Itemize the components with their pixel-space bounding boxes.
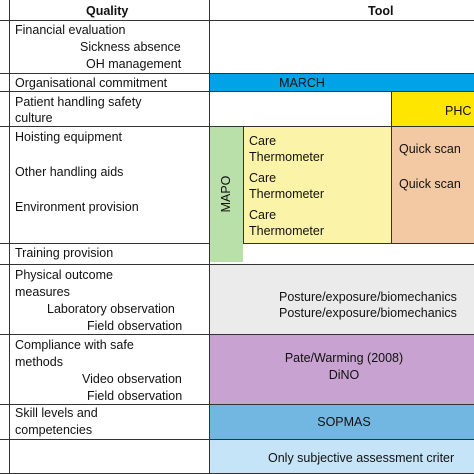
tool-care-1: Care — [249, 134, 277, 148]
column-divider — [9, 0, 10, 474]
grid-line — [0, 264, 474, 265]
row-physical-outcome-line1: Physical outcome — [15, 268, 113, 282]
row-environment-provision: Environment provision — [15, 200, 139, 214]
tool-quick-scan-2: Quick scan — [399, 177, 461, 191]
box-divider — [243, 126, 244, 243]
box-divider — [391, 92, 392, 126]
row-sickness-absence: Sickness absence — [80, 40, 181, 54]
tool-posture-field: Posture/exposure/biomechanics — [279, 306, 457, 320]
box-divider — [391, 126, 392, 243]
row-training-provision: Training provision — [15, 246, 114, 260]
row-patient-handling-line2: culture — [15, 111, 53, 125]
row-compliance-line1: Compliance with safe — [15, 338, 134, 352]
grid-line — [0, 439, 474, 440]
row-organisational-commitment: Organisational commitment — [15, 76, 168, 90]
grid-line — [0, 20, 474, 21]
tool-sopmas: SOPMAS — [317, 415, 371, 429]
tool-thermometer-1: Thermometer — [249, 150, 325, 164]
grid-line — [0, 404, 474, 405]
row-financial-evaluation: Financial evaluation — [15, 23, 126, 37]
row-oh-management: OH management — [86, 57, 182, 71]
tool-care-3: Care — [249, 208, 277, 222]
tool-march: MARCH — [279, 76, 325, 90]
tool-thermometer-2: Thermometer — [249, 187, 325, 201]
tool-mapo: MAPO — [219, 175, 233, 213]
grid-line — [0, 243, 210, 244]
tool-thermometer-3: Thermometer — [249, 224, 325, 238]
row-physical-outcome-line2: measures — [15, 285, 70, 299]
row-compliance-line2: methods — [15, 355, 63, 369]
row-field-observation-compliance: Field observation — [87, 389, 183, 403]
tool-dino: DiNO — [328, 368, 360, 382]
tool-quick-scan-1: Quick scan — [399, 142, 461, 156]
header-tool: Tool — [368, 4, 394, 18]
tool-posture-lab: Posture/exposure/biomechanics — [279, 290, 457, 304]
row-hoisting-equipment: Hoisting equipment — [15, 130, 123, 144]
grid-line — [0, 91, 474, 92]
column-divider — [209, 0, 210, 474]
row-other-handling-aids: Other handling aids — [15, 165, 124, 179]
row-skill-levels-line2: competencies — [15, 423, 93, 437]
tool-care-2: Care — [249, 171, 277, 185]
grid-line — [0, 73, 474, 74]
grid-line — [0, 126, 474, 127]
box-divider — [243, 243, 474, 244]
tool-subjective: Only subjective assessment criter — [268, 451, 455, 465]
tool-pate-warming: Pate/Warming (2008) — [284, 351, 404, 365]
row-field-observation-physical: Field observation — [87, 319, 183, 333]
grid-line — [0, 334, 474, 335]
row-patient-handling-line1: Patient handling safety — [15, 95, 142, 109]
tool-pho: PHC — [445, 104, 472, 118]
row-video-observation: Video observation — [82, 372, 182, 386]
row-laboratory-observation: Laboratory observation — [47, 302, 175, 316]
header-quality: Quality — [86, 4, 129, 18]
row-skill-levels-line1: Skill levels and — [15, 406, 98, 420]
